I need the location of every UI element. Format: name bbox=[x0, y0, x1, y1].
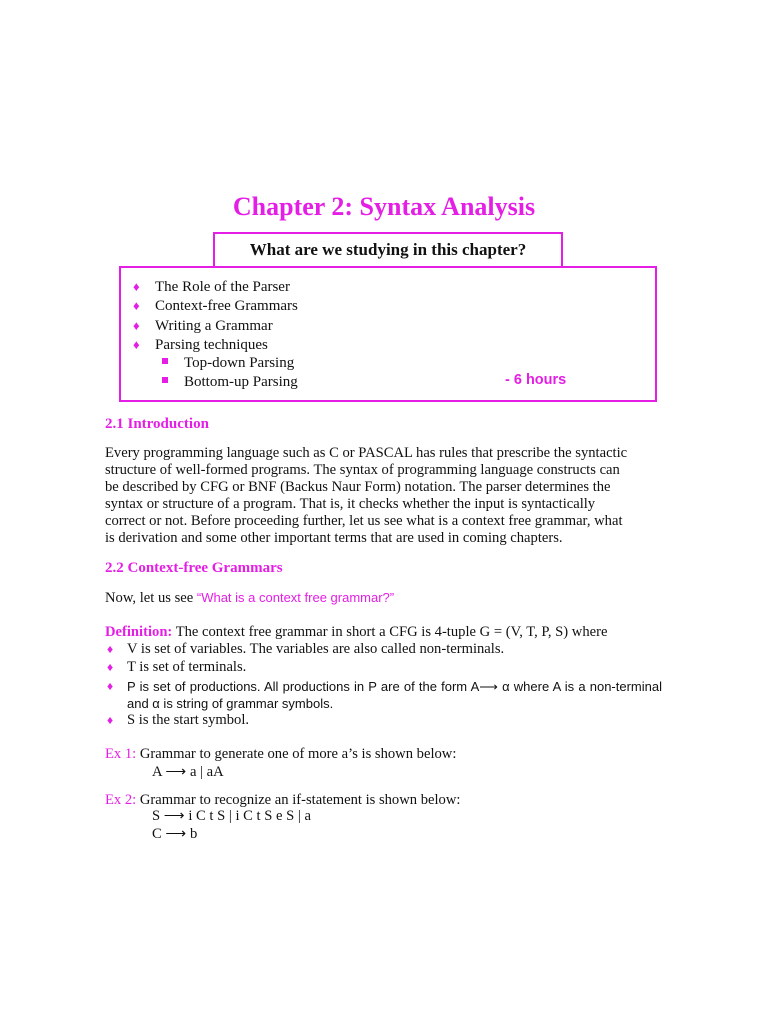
study-question: What are we studying in this chapter? bbox=[249, 240, 527, 259]
diamond-bullet-icon: ♦ bbox=[133, 279, 140, 294]
intro-question: “What is a context free grammar?” bbox=[196, 590, 395, 605]
diamond-bullet-icon: ♦ bbox=[107, 660, 114, 674]
diamond-bullet-icon: ♦ bbox=[133, 337, 140, 352]
section-heading: 2.1 Introduction bbox=[105, 416, 209, 432]
chapter-title: Chapter 2: Syntax Analysis bbox=[232, 192, 536, 221]
section-heading: 2.2 Context-free Grammars bbox=[105, 560, 283, 576]
production-rule: A ⟶ a | aA bbox=[152, 764, 224, 780]
document-page: Chapter 2: Syntax Analysis What are we studying in this chapter? ♦ The Role of the Parser ♦ Context-free Grammars ♦ Writing a Grammar ♦ Parsing techniques Top-down Parsing Bottom-up Parsing - 6 hours 2.1 Introduction Every programming language such as C or PASCAL has rules that prescribe the syntactic structure of well-formed programs. The syntax of programming language constructs can be described by CFG or BNF (Backus Naur Form) notation. The parser determines the syntax or structure of a program. That is, it checks whether the input is syntactically correct or not. Before proceeding further, let us see what is a context free grammar, what is derivation and some other important terms that are used in coming chapters. 2.2 Context-free Grammars Now, let us see “What is a context free grammar?” Definition: The context free grammar in short a CFG is 4-tuple G = (V, T, P, S) where ♦ V is set of variables. The variables are also called non-terminals. ♦ T is set of terminals. ♦ P is set of productions. All productions in P are of the form A⟶ α where A is a non-terminal and α is string of grammar symbols. ♦ S is the start symbol. Ex 1: Grammar to generate one of more a’s is shown below: A ⟶ a | aA Ex 2: Grammar to recognize an if-statement is shown below: S ⟶ i C t S | i C t S e S | a C ⟶ b bbox=[0, 0, 768, 1024]
diamond-bullet-icon: ♦ bbox=[133, 318, 140, 333]
diamond-bullet-icon: ♦ bbox=[107, 679, 114, 693]
study-question-box bbox=[213, 232, 563, 268]
intro-paragraph: Every programming language such as C or PASCAL has rules that prescribe the syntactic structure of well-formed programs. The syntax of programming language constructs can be described by CFG or BNF (Backus Naur Form) notation. The parser determines the syntax or structure of a program. That is, it checks whether the input is syntactically correct or not. Before proceeding further, let us see what is a context free grammar, what is derivation and some other important terms that are used in coming chapters. bbox=[105, 445, 628, 546]
diamond-bullet-icon: ♦ bbox=[107, 642, 114, 656]
production-rule: C ⟶ b bbox=[152, 826, 198, 842]
topics-box: ♦ The Role of the Parser ♦ Context-free Grammars ♦ Writing a Grammar ♦ Parsing techniques Top-down Parsing Bottom-up Parsing - 6 hours bbox=[119, 266, 657, 402]
example-1-line: Ex 1: Grammar to generate one of more a’s is shown below: bbox=[105, 746, 457, 762]
production-rule: S ⟶ i C t S | i C t S e S | a bbox=[152, 808, 311, 824]
square-bullet-icon bbox=[162, 358, 168, 364]
example-label: Ex 2: bbox=[105, 792, 137, 808]
square-bullet-icon bbox=[162, 377, 168, 383]
duration-label: - 6 hours bbox=[505, 372, 567, 388]
definition-line: Definition: The context free grammar in short a CFG is 4-tuple G = (V, T, P, S) where bbox=[105, 624, 608, 640]
example-label: Ex 1: bbox=[105, 746, 137, 762]
example-2-line: Ex 2: Grammar to recognize an if-statement is shown below: bbox=[105, 792, 461, 808]
intro-question-line: Now, let us see “What is a context free grammar?” bbox=[105, 590, 395, 606]
diamond-bullet-icon: ♦ bbox=[107, 713, 114, 727]
diamond-bullet-icon: ♦ bbox=[133, 298, 140, 313]
definition-label: Definition: bbox=[105, 624, 173, 640]
